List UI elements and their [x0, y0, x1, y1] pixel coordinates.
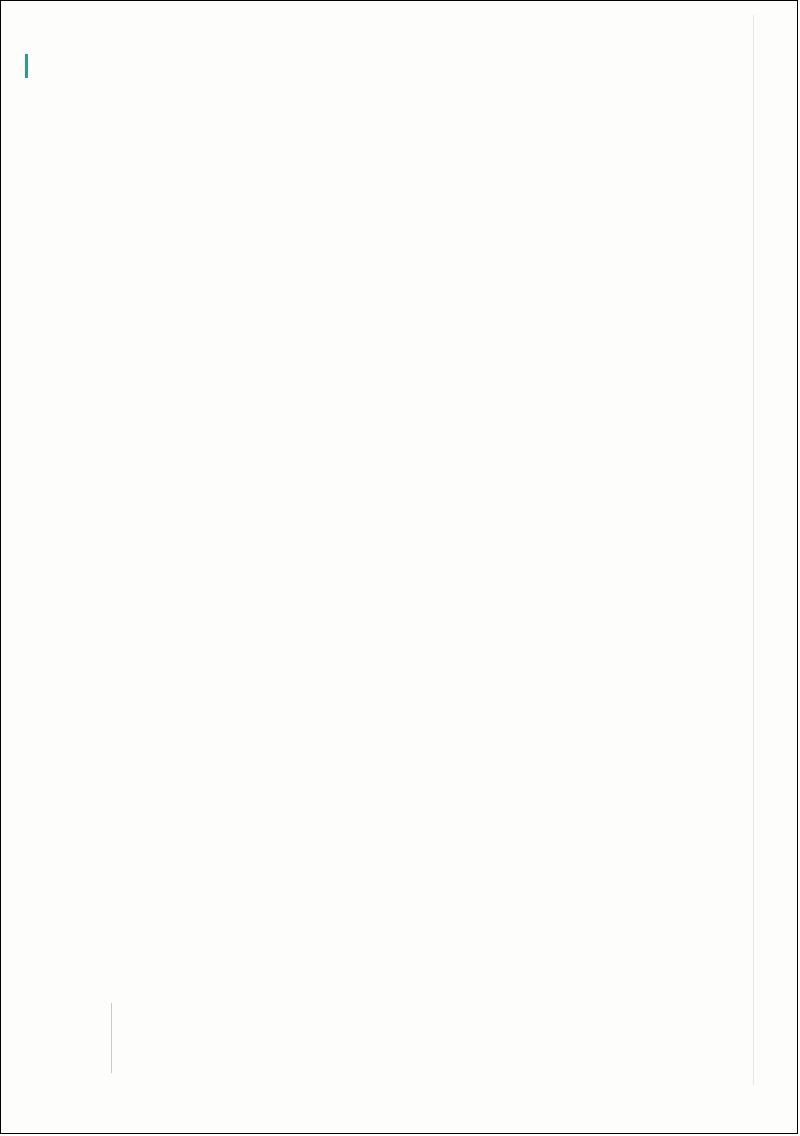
table-of-contents: [1, 1, 800, 1001]
part-heading: [111, 629, 181, 657]
page-footer: [123, 1001, 137, 1021]
footer-rule: [111, 1003, 112, 1073]
